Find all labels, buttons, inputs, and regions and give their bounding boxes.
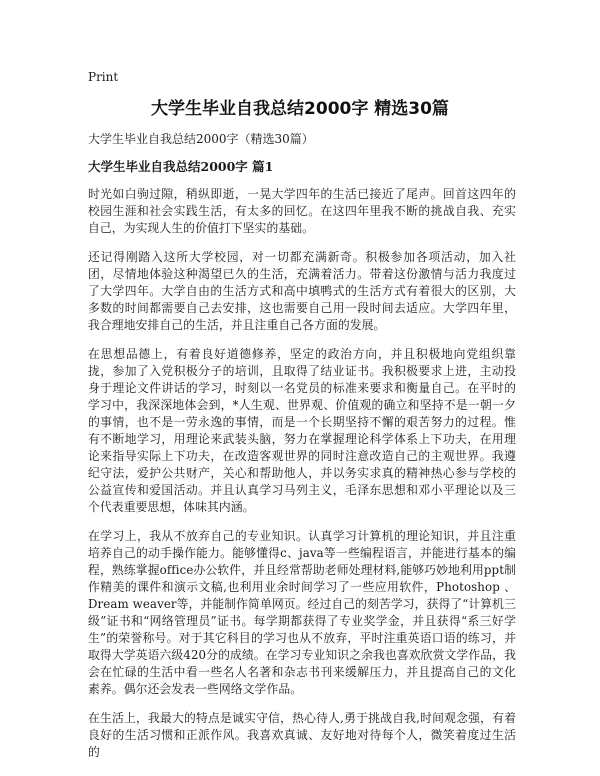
document-body	[88, 130, 516, 773]
paragraph-study: 在学习上，我从不放弃自己的专业知识。认真学习计算机的理论知识，并且注重培养自己的动手操作能力。能够懂得c、java等一些编程语言，并能进行基本的编程，熟练掌握office办公软件，并且经常帮助老师处理材料,能够巧妙地利用ppt制作精美的课件和演示文稿,也利用业余时间学习了一些应用软件，Photoshop 、Dream weaver等，并能制作简单网页。经过自己的刻苦学习，获得了“计算机三级”证书和“网络管理员”证书。每学期都获得了专业奖学金，并且获得“系三好学生”的荣誉称号。对于其它科目的学习也从不放弃，平时注重英语口语的练习，并取得大学英语六级420分的成绩。在学习专业知识之余我也喜欢欣赏文学作品，我会在忙碌的生活中看一些名人名著和杂志书刊来缓解压力，并且提高自己的文化素养。偶尔还会发表一些网络文学作品。	[88, 529, 516, 696]
document-subtitle: 大学生毕业自我总结2000字（精选30篇）	[88, 132, 314, 146]
print-link[interactable]: Print	[88, 70, 119, 84]
paragraph-intro: 时光如白驹过隙，稍纵即逝，一晃大学四年的生活已接近了尾声。回首这四年的校园生涯和社会实践生活，有太多的回忆。在这四年里我不断的挑战自我、充实自己，为实现人生的价值打下坚实的基础。	[88, 187, 516, 235]
paragraph-life: 在生活上，我最大的特点是诚实守信，热心待人,勇于挑战自我,时间观念强，有着良好的生活习惯和正派作风。我喜欢真诚、友好地对待每个人，微笑着度过生活的	[88, 711, 516, 759]
page-title: 大学生毕业自我总结2000字 精选30篇	[151, 99, 449, 119]
paragraph-campus-life: 还记得刚踏入这所大学校园，对一切都充满新奇。积极参加各项活动，加入社团，尽情地体验这种渴望已久的生活，充满着活力。带着这份激情与活力我度过了大学四年。大学自由的生活方式和高中填鸭式的生活方式有着很大的区别，大多数的时间都需要自己去安排，这也需要自己用一段时间去适应。大学四年里，我合理地安排自己的生活，并且注重自己各方面的发展。	[88, 250, 516, 332]
paragraph-morality: 在思想品德上，有着良好道德修养，坚定的政治方向，并且积极地向党组织靠拢，参加了入党积极分子的培训，且取得了结业证书。我积极要求上进，主动投身于理论文件讲话的学习，时刻以一名党员的标准来要求和衡量自己。在平时的学习中，我深深地体会到，*人生观、世界观、价值观的确立和坚持不是一朝一夕的事情，也不是一劳永逸的事情，而是一个长期坚持不懈的艰苦努力的过程。惟有不断地学习，用理论来武装头脑，努力在掌握理论科学体系上下功夫，在用理论来指导实际上下功夫，在改造客观世界的同时注意改造自己的主观世界。我遵纪守法，爱护公共财产，关心和帮助他人，并以务实求真的精神热心参与学校的公益宣传和爱国活动。并且认真学习马列主义，毛泽东思想和邓小平理论以及三个代表重要思想，体味其内涵。	[88, 347, 516, 514]
section-heading: 大学生毕业自我总结2000字 篇1	[88, 159, 274, 174]
